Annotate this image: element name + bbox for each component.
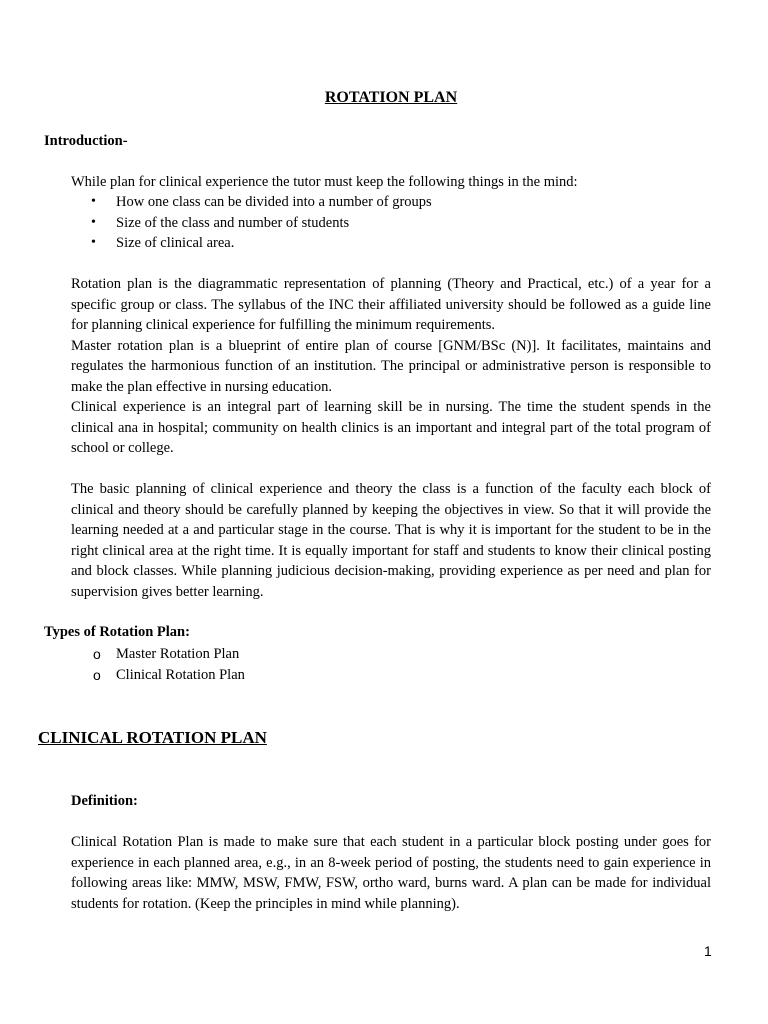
body-paragraphs [71, 274, 711, 459]
intro-lead-text: While plan for clinical experience the tutor must keep the following things in the mind: [71, 174, 578, 190]
circle-bullet-icon: o [93, 666, 101, 683]
definition-block [71, 832, 711, 914]
types-list [71, 644, 245, 685]
basic-planning-block [71, 479, 711, 602]
document-title: ROTATION PLAN [324, 89, 458, 106]
types-heading: Types of Rotation Plan: [44, 624, 190, 640]
basic-planning-paragraph: The basic planning of clinical experience and theory the class is a function of the faculty each block of clinical and theory should be carefully planned by keeping the objectives in view. So that it will provide the learning needed at a and particular stage in the course. That is why it is important for the student to be in the right clinical area at the right time. It is equally important for staff and students to know their clinical posting and block classes. While planning judicious decision-making, providing experience as per need and plan for supervision gives better learning. [71, 481, 711, 600]
definition-paragraph: Clinical Rotation Plan is made to make sure that each student in a particular block posting under goes for experience in each planned area, e.g., in an 8-week period of posting, the students need to gain experience in following areas like: MMW, MSW, FMW, FSW, ortho ward, burns ward. A plan can be made for individual students for rotation. (Keep the principles in mind while planning). [71, 834, 711, 912]
list-item [71, 233, 432, 254]
introduction-heading: Introduction- [44, 133, 128, 149]
intro-lead-paragraph [71, 172, 711, 193]
master-rotation-paragraph: Master rotation plan is a blueprint of entire plan of course [GNM/BSc (N)]. It facilitates, maintains and regulates the harmonious function of an institution. The principal or administrative person is responsible to make the plan effective in nursing education. [71, 337, 711, 395]
list-item-text: How one class can be divided into a number of groups [116, 194, 432, 210]
bullet-icon: • [91, 214, 96, 230]
list-item-text: Clinical Rotation Plan [116, 666, 245, 683]
list-item [71, 213, 432, 234]
clinical-experience-paragraph: Clinical experience is an integral part of learning skill be in nursing. The time the student spends in the clinical ana in hospital; community on health clinics is an important and integral part of the total program of school or college. [71, 399, 711, 456]
bullet-icon: • [91, 235, 96, 250]
list-item [71, 644, 245, 665]
definition-heading: Definition: [71, 793, 138, 809]
list-item [71, 665, 245, 686]
list-item [71, 192, 432, 213]
intro-bullet-list [71, 192, 432, 254]
list-item-text: Size of clinical area. [116, 235, 235, 251]
clinical-rotation-heading: CLINICAL ROTATION PLAN [38, 728, 267, 747]
circle-bullet-icon: o [93, 646, 101, 662]
rotation-plan-paragraph: Rotation plan is the diagrammatic representation of planning (Theory and Practical, etc.) of a year for a specific group or class. The syllabus of the INC their affiliated university should be followed as a guide line for planning clinical experience for fulfilling the minimum requirements. [71, 276, 711, 333]
list-item-text: Master Rotation Plan [116, 646, 240, 662]
bullet-icon: • [91, 194, 96, 209]
list-item-text: Size of the class and number of students [116, 214, 350, 231]
page-number: 1 [704, 943, 712, 959]
